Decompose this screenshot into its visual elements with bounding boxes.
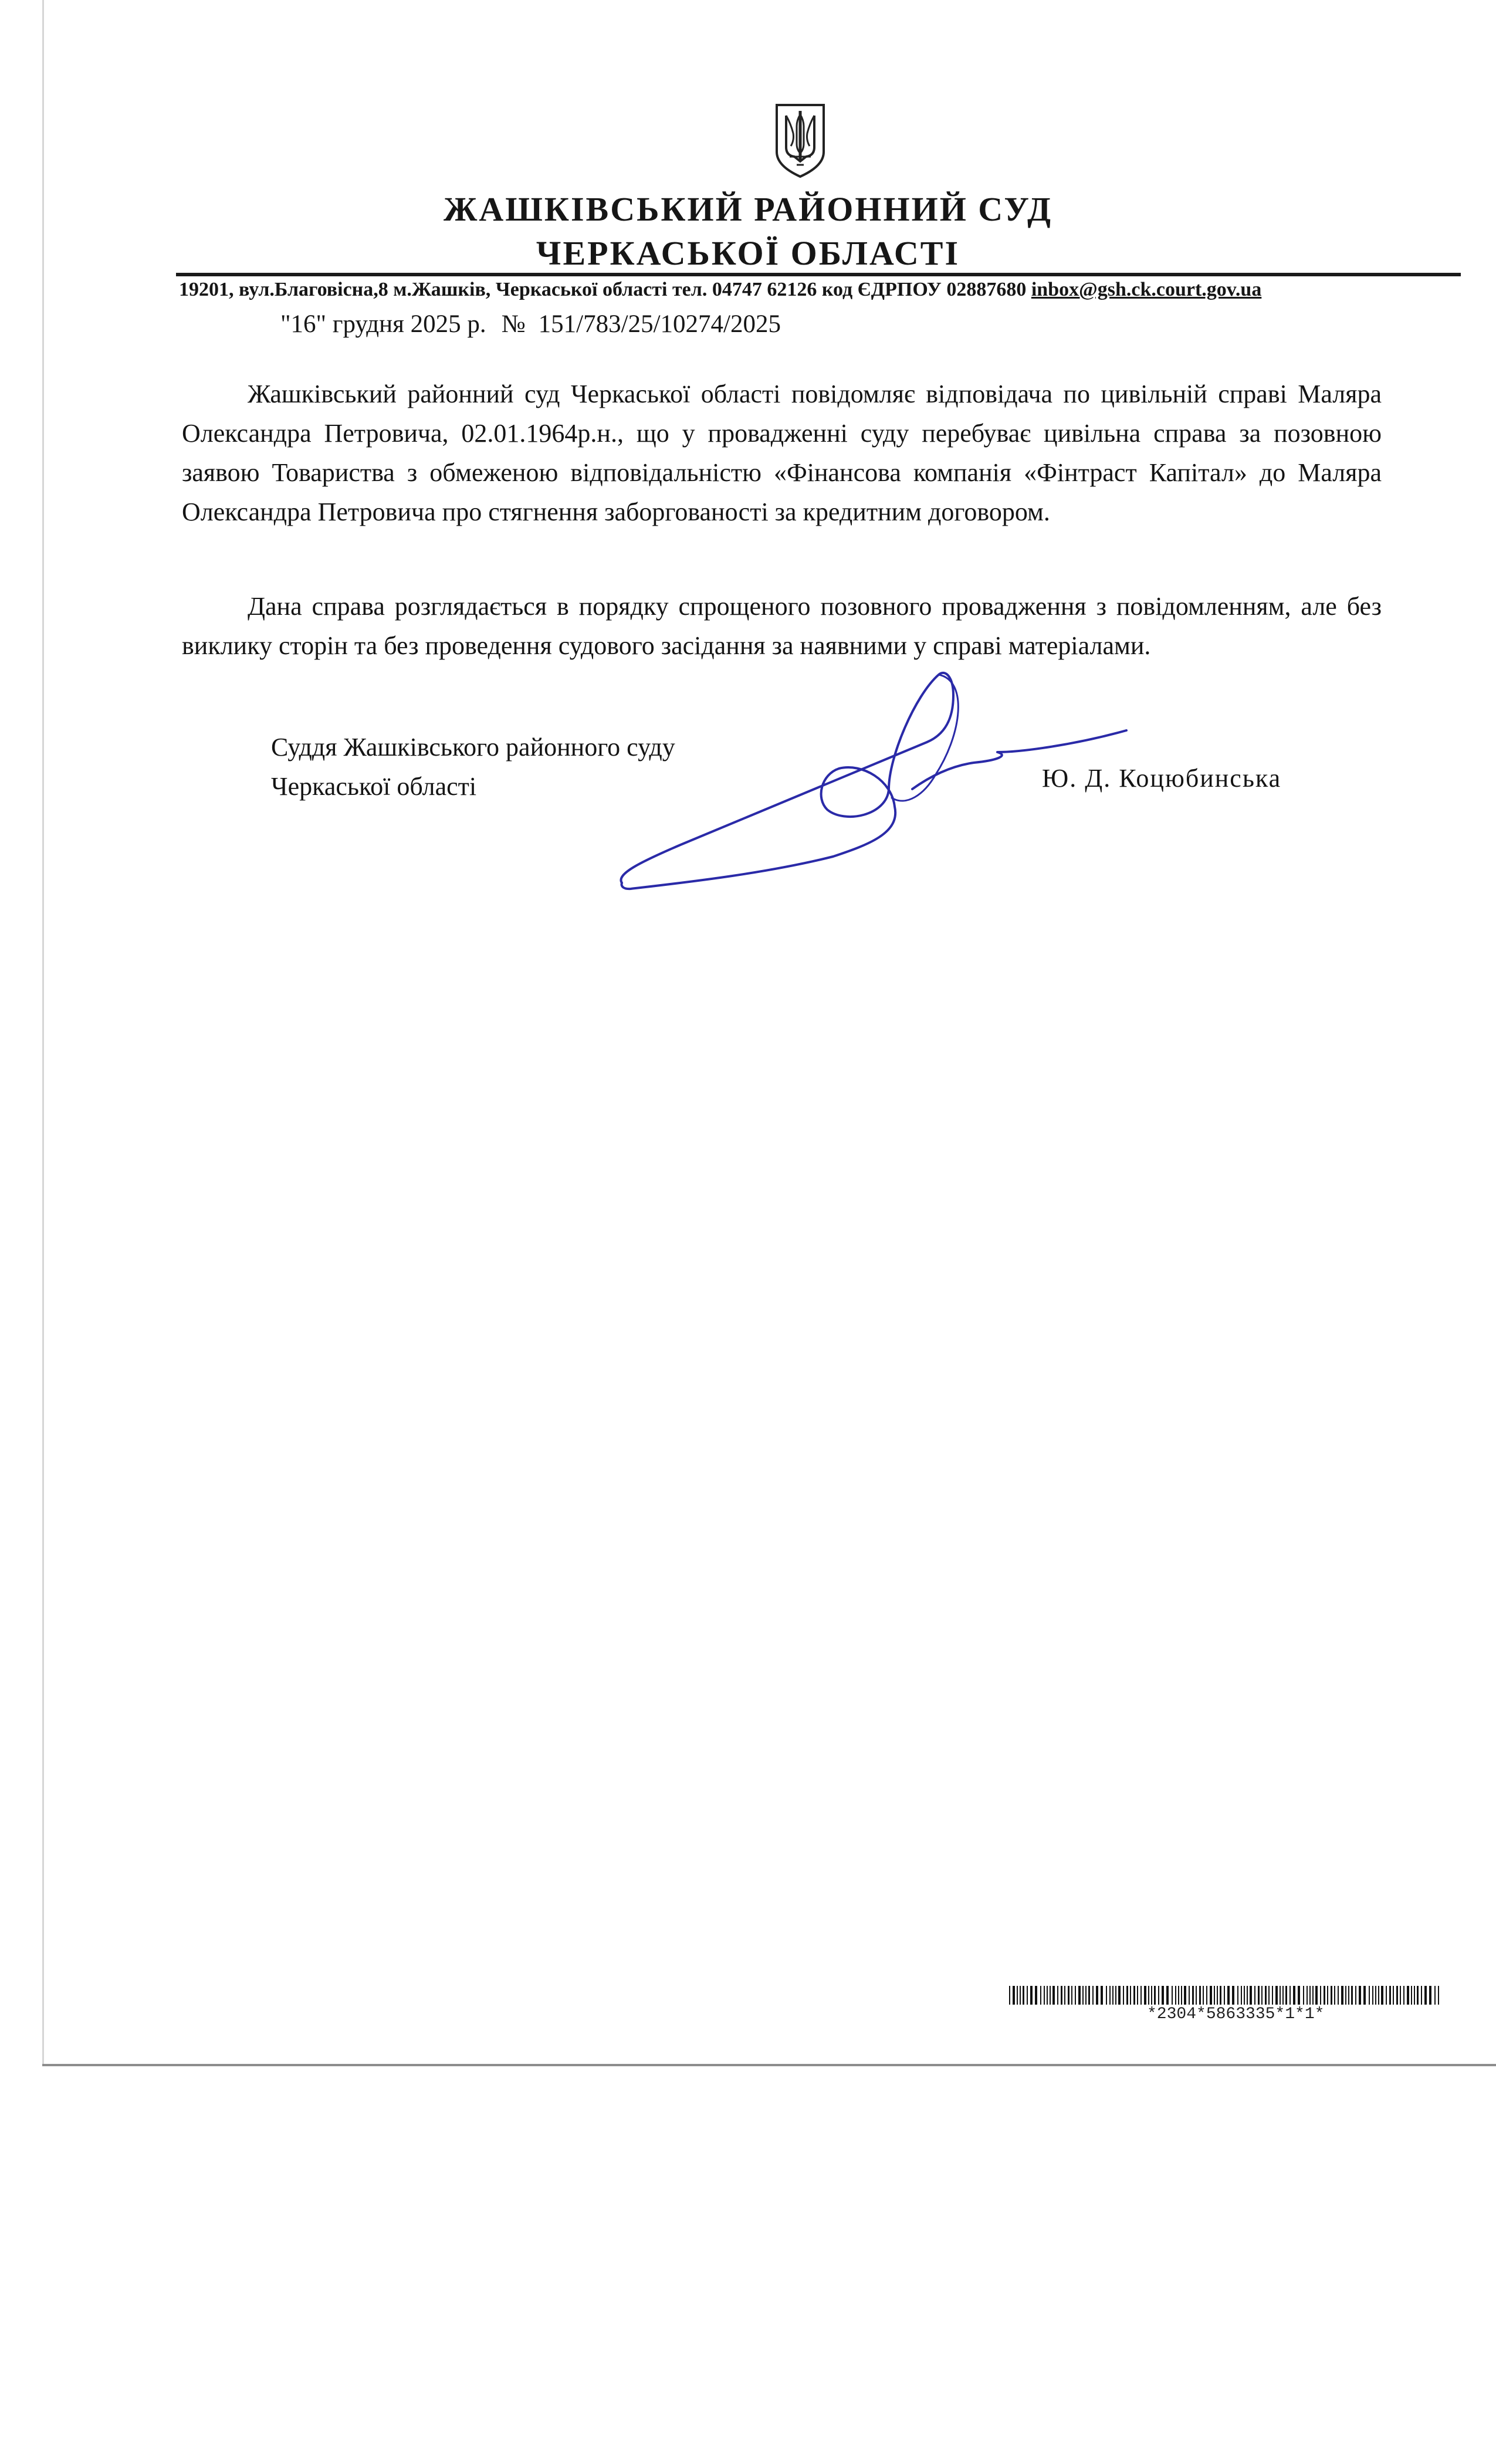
barcode-bar xyxy=(1189,1986,1190,2005)
barcode-bar xyxy=(1247,1986,1248,2005)
number-sign: № xyxy=(501,310,526,338)
barcode-bar xyxy=(1203,1986,1204,2005)
barcode-bar xyxy=(1244,1986,1245,2005)
paragraph-1-text: Жашківський районний суд Черкаської області повідомляє відповідача по цивільній справі Маляра Олександра Петровича, 02.01.1964р.н., що у провадженні суду перебуває цивільна справа за позовною заявою Товариства з обмеженою відповідальністю «Фінансова компанія «Фінтраст Капітал» до Маляра Олександра Петровича про стягнення заборгованості за кредитним договором. xyxy=(182,380,1382,526)
address-text: 19201, вул.Благовісна,8 м.Жашків, Черкаської області тел. 04747 62126 код ЄДРПОУ 02887680 xyxy=(179,279,1031,300)
barcode-bar xyxy=(1023,1986,1024,2005)
barcode-bar xyxy=(1088,1986,1090,2005)
barcode-bar xyxy=(1027,1986,1028,2005)
barcode-bar xyxy=(1254,1986,1255,2005)
barcode-bar xyxy=(1429,1986,1431,2005)
judge-name: Ю. Д. Коцюбинська xyxy=(1042,764,1282,793)
barcode-bar xyxy=(1275,1986,1278,2005)
notice-paragraph-1 xyxy=(182,374,1382,532)
barcode-bar xyxy=(1184,1986,1186,2005)
barcode-bar xyxy=(1047,1986,1048,2005)
barcode-bar xyxy=(1341,1986,1343,2005)
barcode-bar xyxy=(1258,1986,1260,2005)
barcode-bar xyxy=(1115,1986,1116,2005)
barcode-bar xyxy=(1434,1986,1436,2005)
judge-position-line1: Суддя Жашківського районного суду xyxy=(271,733,675,761)
barcode-bar xyxy=(1071,1986,1072,2005)
barcode-bar xyxy=(1052,1986,1055,2005)
barcode-bar xyxy=(1092,1986,1094,2005)
barcode-bar xyxy=(1166,1986,1169,2005)
barcode-bar xyxy=(1096,1986,1098,2005)
outgoing-date: "16" грудня 2025 р. xyxy=(280,310,486,338)
barcode-bar xyxy=(1206,1986,1207,2005)
barcode-bar xyxy=(1078,1986,1081,2005)
barcode-bar xyxy=(1312,1986,1314,2005)
barcode-bar xyxy=(1057,1986,1058,2005)
barcode-bar xyxy=(1261,1986,1263,2005)
barcode-bar xyxy=(1331,1986,1332,2005)
barcode-bar xyxy=(1424,1986,1427,2005)
barcode-bar xyxy=(1250,1986,1252,2005)
barcode-bar xyxy=(1151,1986,1152,2005)
email-link[interactable]: inbox@gsh.ck.court.gov.ua xyxy=(1031,279,1262,300)
barcode-bar xyxy=(1112,1986,1113,2005)
barcode-bar xyxy=(1106,1986,1107,2005)
barcode-bar xyxy=(1338,1986,1339,2005)
barcode-bar xyxy=(1348,1986,1349,2005)
barcode-bar xyxy=(1389,1986,1391,2005)
judge-position xyxy=(271,727,675,806)
barcode-bar xyxy=(1298,1986,1300,2005)
scan-edge-bottom xyxy=(42,2064,1496,2066)
barcode-bar xyxy=(1237,1986,1238,2005)
barcode-bar xyxy=(1130,1986,1131,2005)
barcode-bar xyxy=(1393,1986,1394,2005)
court-name-line1: ЖАШКІВСЬКИЙ РАЙОННИЙ СУД xyxy=(443,190,1053,228)
scan-edge-left xyxy=(42,0,44,2065)
outgoing-number: 151/783/25/10274/2025 xyxy=(538,310,781,338)
barcode-bar xyxy=(1363,1986,1366,2005)
barcode-bar xyxy=(1220,1986,1221,2005)
barcode-bar xyxy=(1061,1986,1062,2005)
notice-paragraph-2 xyxy=(182,587,1382,665)
barcode-bar xyxy=(1315,1986,1318,2005)
court-name-line2: ЧЕРКАСЬКОЇ ОБЛАСТІ xyxy=(536,234,960,272)
barcode-bar xyxy=(1009,1986,1010,2005)
barcode-bar xyxy=(1265,1986,1267,2005)
barcode-bar xyxy=(1118,1986,1121,2005)
barcode-bar xyxy=(1030,1986,1033,2005)
barcode-bar xyxy=(1355,1986,1356,2005)
barcode-bar xyxy=(1214,1986,1215,2005)
signature-stroke xyxy=(892,675,958,801)
barcode-bar xyxy=(1013,1986,1015,2005)
barcode-bar xyxy=(1268,1986,1270,2005)
barcode-bar xyxy=(1421,1986,1422,2005)
barcode-bar xyxy=(1044,1986,1045,2005)
barcode-bar xyxy=(1137,1986,1138,2005)
barcode-bar xyxy=(1285,1986,1287,2005)
barcode-bar xyxy=(1175,1986,1176,2005)
barcode-text: *2304*5863335*1*1* xyxy=(1147,2005,1325,2023)
barcode-bar xyxy=(1359,1986,1361,2005)
barcode-bar xyxy=(1148,1986,1149,2005)
barcode-bar xyxy=(1017,1986,1018,2005)
barcode-bar xyxy=(1293,1986,1295,2005)
barcode-bar xyxy=(1417,1986,1419,2005)
barcode-bar xyxy=(1196,1986,1197,2005)
barcode-bar xyxy=(1082,1986,1084,2005)
barcode-bar xyxy=(1085,1986,1087,2005)
barcode-bar xyxy=(1438,1986,1439,2005)
barcode-bar xyxy=(1403,1986,1404,2005)
barcode-bar xyxy=(1303,1986,1304,2005)
barcode-bar xyxy=(1172,1986,1173,2005)
barcode-bar xyxy=(1144,1986,1146,2005)
barcode-bar xyxy=(1035,1986,1037,2005)
barcode-bar xyxy=(1411,1986,1412,2005)
barcode-bar xyxy=(1199,1986,1201,2005)
barcode-bar xyxy=(1320,1986,1321,2005)
barcode-bar xyxy=(1369,1986,1370,2005)
court-address xyxy=(179,280,1261,300)
barcode-bar xyxy=(1396,1986,1398,2005)
barcode-bar xyxy=(1414,1986,1415,2005)
header-divider xyxy=(176,273,1461,276)
barcode-bar xyxy=(1375,1986,1376,2005)
barcode-bar xyxy=(1345,1986,1346,2005)
barcode-bar xyxy=(1140,1986,1142,2005)
barcode-bar xyxy=(1050,1986,1051,2005)
barcode-bar xyxy=(1040,1986,1041,2005)
barcode-bar xyxy=(1400,1986,1401,2005)
barcode-bar xyxy=(1178,1986,1179,2005)
outgoing-reference xyxy=(280,312,781,337)
barcode-bar xyxy=(1309,1986,1311,2005)
barcode-bar xyxy=(1381,1986,1383,2005)
barcode-bar xyxy=(1126,1986,1128,2005)
barcode-bar xyxy=(1192,1986,1194,2005)
barcode-bar xyxy=(1101,1986,1103,2005)
barcode-bar xyxy=(1272,1986,1273,2005)
barcode-bar xyxy=(1351,1986,1353,2005)
paragraph-2-text: Дана справа розглядається в порядку спрощеного позовного провадження з повідомленням, але без виклику сторін та без проведення судового засідання за наявними у справі матеріалами. xyxy=(182,592,1382,660)
barcode-bar xyxy=(1227,1986,1230,2005)
barcode-bar xyxy=(1068,1986,1069,2005)
barcode-bar xyxy=(1123,1986,1124,2005)
barcode-bar xyxy=(1020,1986,1021,2005)
barcode-bar xyxy=(1307,1986,1308,2005)
barcode-bar xyxy=(1241,1986,1242,2005)
barcode-bar xyxy=(1372,1986,1373,2005)
barcode-bar xyxy=(1386,1986,1387,2005)
barcode-bar xyxy=(1064,1986,1065,2005)
barcode-bar xyxy=(1224,1986,1225,2005)
barcode-bar xyxy=(1162,1986,1164,2005)
barcode-bar xyxy=(1217,1986,1218,2005)
barcode-bar xyxy=(1280,1986,1281,2005)
barcode-bar xyxy=(1158,1986,1159,2005)
barcode-bar xyxy=(1181,1986,1182,2005)
barcode-bar xyxy=(1324,1986,1325,2005)
barcode-bar xyxy=(1075,1986,1076,2005)
barcode-bar xyxy=(1334,1986,1335,2005)
barcode-bar xyxy=(1289,1986,1291,2005)
barcode-bar xyxy=(1232,1986,1234,2005)
document-barcode xyxy=(1009,1986,1443,2005)
barcode-bar xyxy=(1282,1986,1284,2005)
barcode-bar xyxy=(1133,1986,1135,2005)
barcode-bar xyxy=(1378,1986,1379,2005)
coat-of-arms-icon xyxy=(773,103,827,179)
barcode-bar xyxy=(1210,1986,1212,2005)
barcode-bar xyxy=(1327,1986,1328,2005)
barcode-bar xyxy=(1154,1986,1156,2005)
barcode-bar xyxy=(1407,1986,1409,2005)
judge-position-line2: Черкаської області xyxy=(271,772,477,801)
barcode-bar xyxy=(1109,1986,1111,2005)
